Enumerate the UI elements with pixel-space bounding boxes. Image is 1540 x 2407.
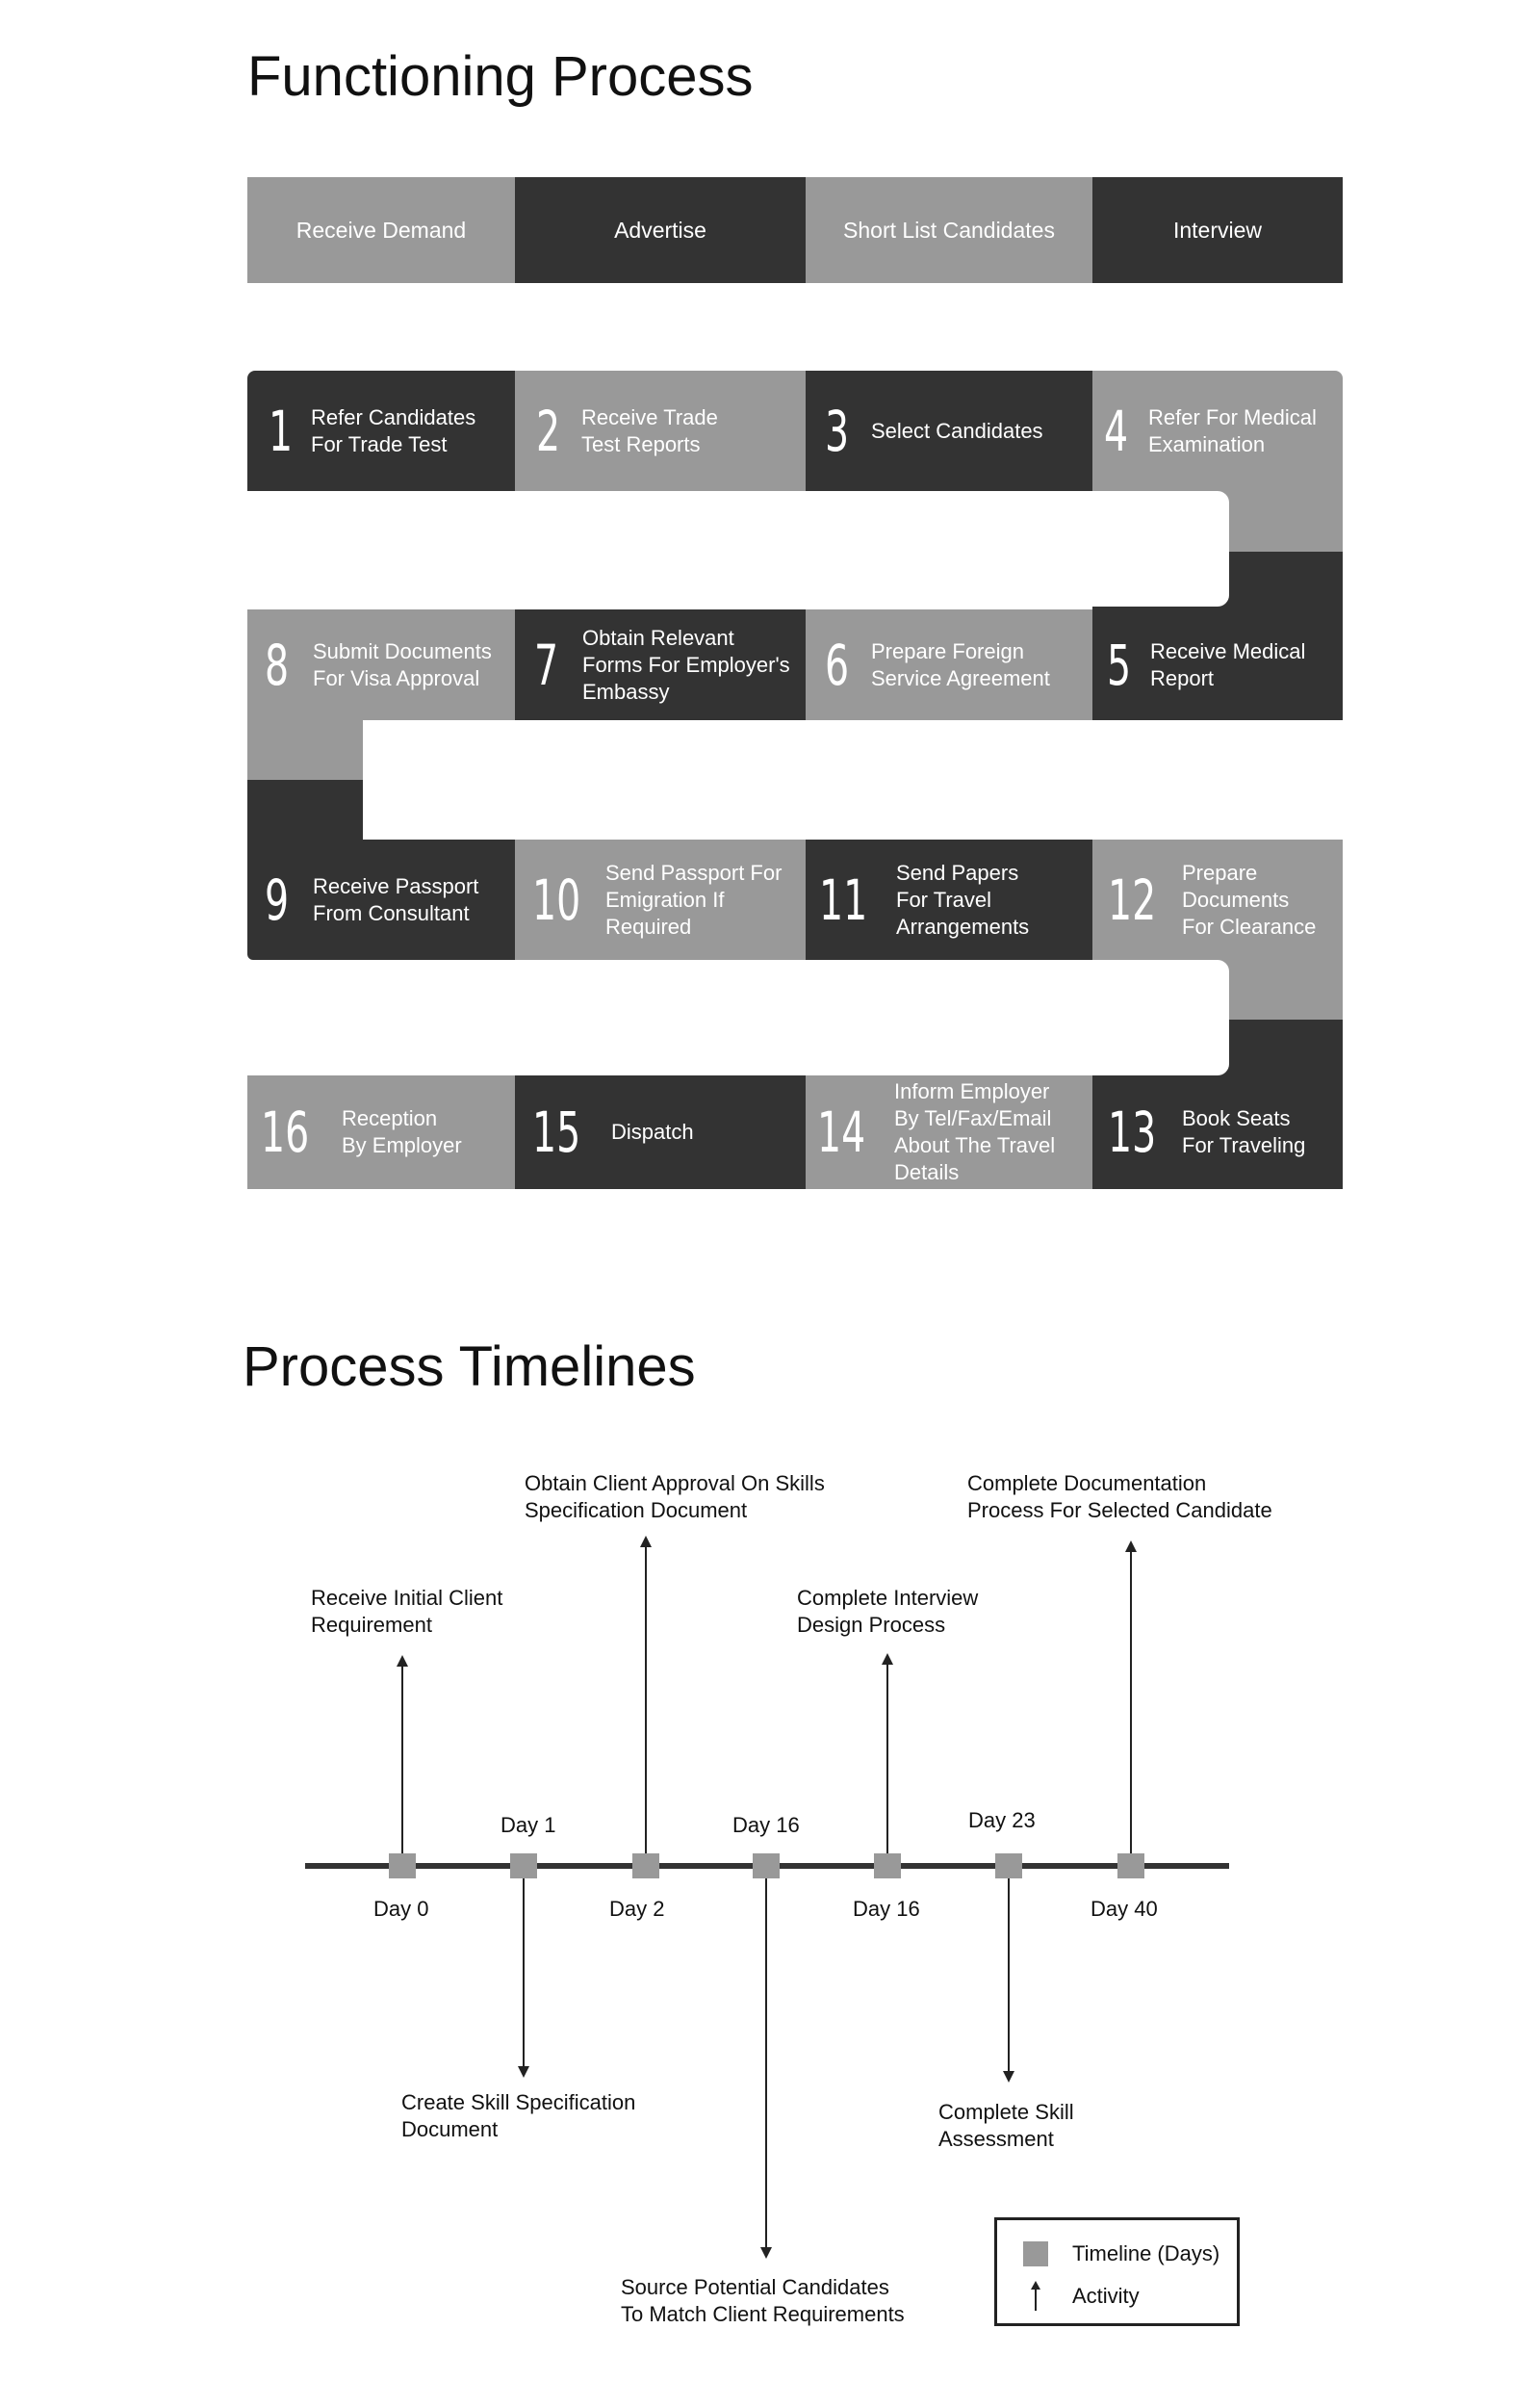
- step-number: 2: [536, 398, 561, 464]
- step-number: 16: [261, 1100, 310, 1165]
- step-number: 15: [532, 1100, 581, 1165]
- step-label: Obtain Relevant Forms For Employer's Embassy: [582, 625, 790, 704]
- timeline-marker: [874, 1853, 901, 1878]
- step-label: Receive Trade Test Reports: [581, 404, 718, 456]
- activity-label: Complete Skill Assessment: [938, 2100, 1074, 2151]
- step-label: Select Candidates: [871, 418, 1043, 443]
- phase-label: Receive Demand: [295, 217, 467, 243]
- day-label: Day 23: [968, 1808, 1036, 1832]
- activity-label: Complete Documentation Process For Selected Candidate: [967, 1471, 1272, 1522]
- step-label: Send Papers For Travel Arrangements: [896, 860, 1030, 939]
- step-label: Dispatch: [611, 1120, 694, 1144]
- legend-activity-label: Activity: [1072, 2284, 1140, 2308]
- step-number: 1: [269, 398, 294, 464]
- day-label: Day 2: [609, 1897, 665, 1921]
- timeline-legend: [994, 2217, 1240, 2326]
- activity-label: Receive Initial Client Requirement: [311, 1586, 503, 1637]
- phase-label: Interview: [1172, 217, 1263, 243]
- step-label: Refer Candidates For Trade Test: [311, 404, 476, 456]
- step-number: 9: [265, 867, 290, 933]
- day-label: Day 40: [1091, 1897, 1158, 1921]
- phase-label: Advertise: [614, 217, 706, 243]
- step-number: 10: [532, 867, 581, 933]
- legend-timeline-label: Timeline (Days): [1072, 2241, 1220, 2265]
- activity-label: Source Potential Candidates To Match Client Requirements: [621, 2275, 905, 2326]
- activity-label: Complete Interview Design Process: [797, 1586, 979, 1637]
- day-label: Day 16: [853, 1897, 920, 1921]
- timeline-marker: [389, 1853, 416, 1878]
- activity-label: Create Skill Specification Document: [401, 2090, 636, 2141]
- step-label: Receive Medical Report: [1150, 638, 1306, 690]
- step-label: Inform Employer By Tel/Fax/Email About The Travel Details: [894, 1079, 1056, 1184]
- activity-label: Obtain Client Approval On Skills Specification Document: [525, 1471, 825, 1522]
- step-label: Receive Passport From Consultant: [313, 873, 479, 925]
- process-timelines-title: Process Timelines: [243, 1335, 696, 1398]
- step-number: 3: [825, 398, 850, 464]
- timeline-marker: [510, 1853, 537, 1878]
- step-number: 7: [534, 632, 559, 698]
- timeline-marker: [1117, 1853, 1144, 1878]
- step-label: Reception By Employer: [342, 1106, 462, 1157]
- step-label: Prepare Foreign Service Agreement: [871, 638, 1050, 690]
- step-label: Book Seats For Traveling: [1182, 1106, 1306, 1157]
- timeline-square-icon: [1023, 2241, 1048, 2266]
- step-number: 6: [825, 632, 850, 698]
- step-number: 4: [1104, 398, 1129, 464]
- day-label: Day 1: [500, 1813, 556, 1837]
- step-label: Submit Documents For Visa Approval: [313, 638, 492, 690]
- timeline-marker: [632, 1853, 659, 1878]
- step-label: Refer For Medical Examination: [1148, 404, 1317, 456]
- arrow-up-icon: [1026, 2280, 1045, 2313]
- step-number: 5: [1107, 632, 1132, 698]
- step-label: Prepare Documents For Clearance: [1182, 860, 1317, 939]
- step-number: 14: [817, 1100, 866, 1165]
- phase-label: Short List Candidates: [843, 217, 1055, 243]
- step-number: 12: [1108, 867, 1157, 933]
- step-label: Send Passport For Emigration If Required: [605, 860, 783, 939]
- step-number: 11: [819, 867, 868, 933]
- step-number: 13: [1108, 1100, 1157, 1165]
- step-number: 8: [265, 632, 290, 698]
- timeline-marker: [753, 1853, 780, 1878]
- functioning-process-title: Functioning Process: [247, 45, 754, 108]
- timeline-marker: [995, 1853, 1022, 1878]
- day-label: Day 0: [373, 1897, 429, 1921]
- day-label: Day 16: [732, 1813, 800, 1837]
